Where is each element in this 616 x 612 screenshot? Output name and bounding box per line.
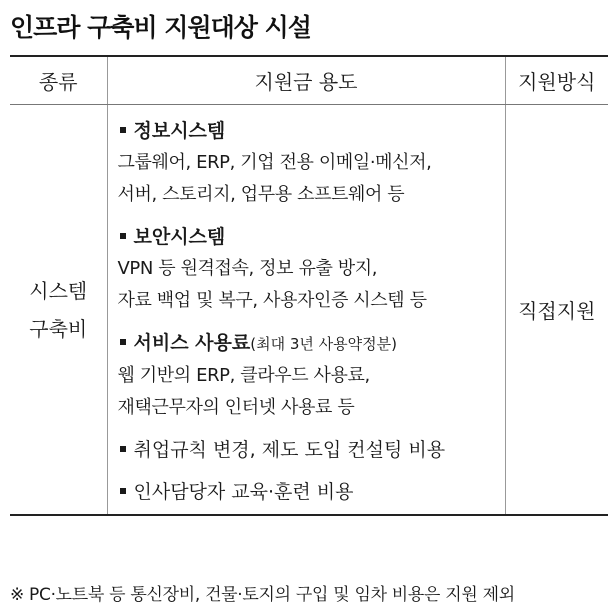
type-cell — [10, 105, 107, 516]
square-bullet-icon — [120, 446, 126, 452]
square-bullet-icon — [120, 488, 126, 494]
page-title: 인프라 구축비 지원대상 시설 — [10, 13, 311, 42]
item-training-text: 인사담당자 교육·훈련 비용 — [133, 481, 354, 503]
item-consulting — [118, 434, 505, 466]
item-training — [118, 476, 505, 508]
square-bullet-icon — [120, 127, 126, 133]
item-security-line-1: VPN 등 원격접속, 정보 유출 방지, — [117, 258, 378, 279]
method-cell: 직접지원 — [505, 105, 608, 516]
item-service-fee — [118, 327, 505, 424]
header-type: 종류 — [10, 56, 107, 105]
item-security-system — [118, 221, 505, 317]
table-header-row — [10, 56, 608, 105]
item-security-line-2: 자료 백업 및 복구, 사용자인증 시스템 등 — [117, 290, 427, 311]
item-info-head: 정보시스템 — [133, 120, 226, 142]
table-row — [10, 105, 608, 516]
type-line-2: 구축비 — [29, 316, 88, 341]
item-info-line-1: 그룹웨어, ERP, 기업 전용 이메일·메신저, — [117, 152, 432, 173]
item-service-note: (최대 3년 사용약정분) — [250, 335, 397, 353]
item-consulting-text: 취업규칙 변경, 제도 도입 컨설팅 비용 — [133, 439, 446, 461]
item-service-line-1: 웹 기반의 ERP, 클라우드 사용료, — [117, 365, 370, 386]
use-cell — [107, 105, 505, 516]
support-table — [10, 55, 608, 516]
header-use: 지원금 용도 — [107, 56, 505, 105]
footnote: ※ PC·노트북 등 통신장비, 건물·토지의 구입 및 임차 비용은 지원 제외 — [10, 585, 515, 605]
header-method: 지원방식 — [505, 56, 608, 105]
type-line-1: 시스템 — [29, 278, 88, 303]
square-bullet-icon — [120, 339, 126, 345]
item-service-head: 서비스 사용료 — [133, 332, 251, 354]
item-info-system — [118, 115, 505, 211]
item-service-line-2: 재택근무자의 인터넷 사용료 등 — [117, 397, 355, 418]
square-bullet-icon — [120, 233, 126, 239]
item-info-line-2: 서버, 스토리지, 업무용 소프트웨어 등 — [117, 184, 405, 205]
item-security-head: 보안시스템 — [133, 226, 226, 248]
